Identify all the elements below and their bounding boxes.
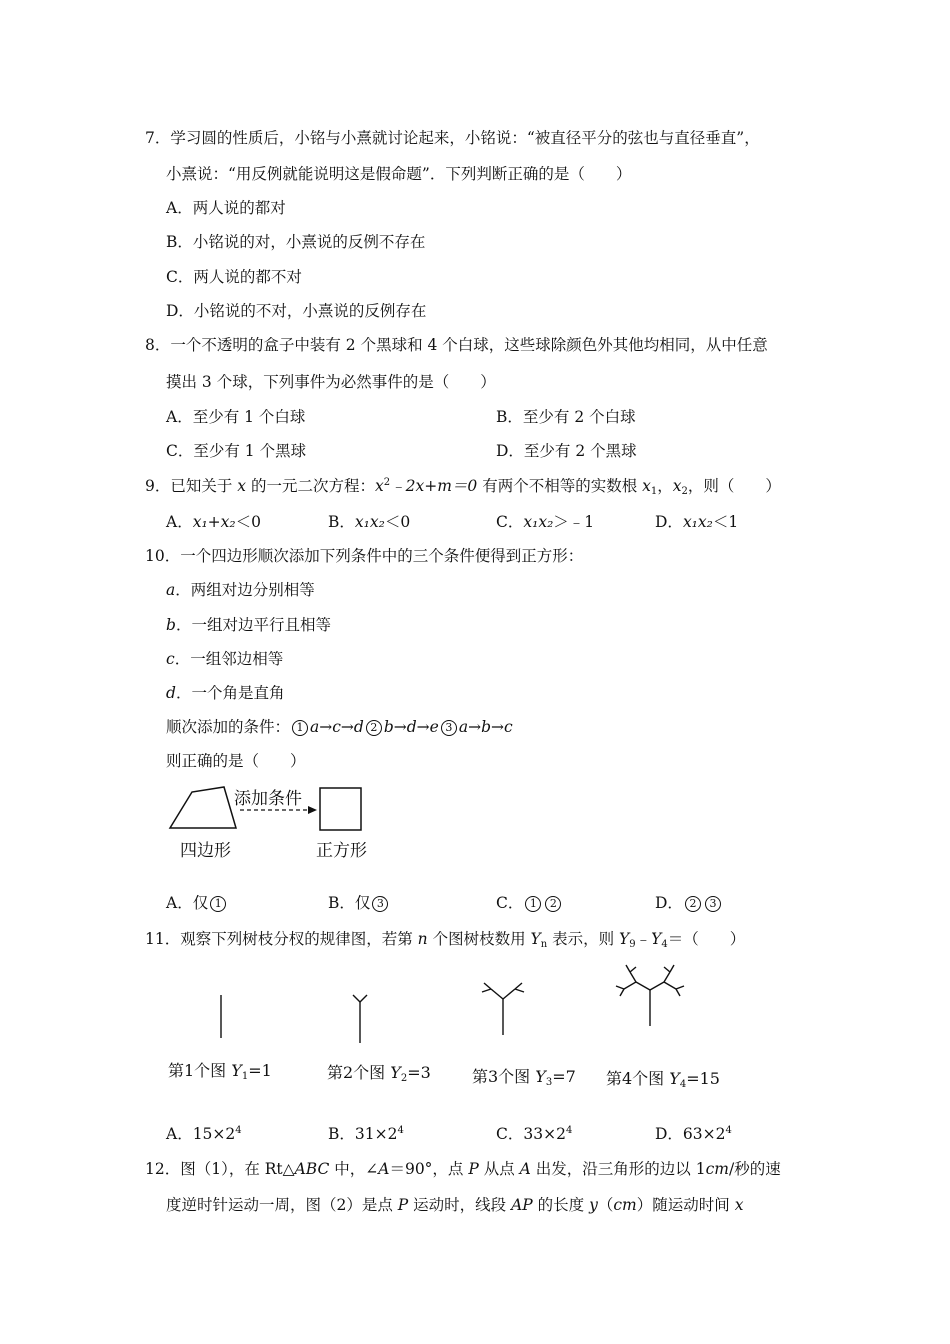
tree-label-4: 第4个图 $Y_4=15$ — [606, 1069, 720, 1090]
tree-label-2: 第2个图 $Y_2=3$ — [327, 1063, 431, 1084]
tree-figure-4 — [610, 962, 690, 1032]
q9-option-d: D．x₁x₂＜1 — [655, 513, 739, 531]
tree-figure-2 — [340, 990, 380, 1050]
tree-figure-1 — [200, 990, 240, 1050]
figure-label-square: 正方形 — [316, 841, 367, 861]
q8-option-d: D．至少有 2 个黑球 — [496, 442, 637, 460]
figure-label-quadrilateral: 四边形 — [180, 841, 231, 861]
q11-option-b: B．$31\times 2^4$ — [328, 1125, 404, 1143]
q10-stem: 10．一个四边形顺次添加下列条件中的三个条件便得到正方形： — [145, 547, 584, 565]
q7-option-b: B．小铭说的对，小熹说的反例不存在 — [166, 233, 426, 251]
q7-option-d: D．小铭说的不对，小熹说的反例存在 — [166, 302, 427, 320]
q12-stem-line2: 度逆时针运动一周，图（2）是点 P 运动时，线段 AP 的长度 y（cm）随运动时间 x — [166, 1196, 744, 1214]
q7-option-c: C．两人说的都不对 — [166, 268, 302, 286]
q10-sequences: 顺次添加的条件： 1 a→c→d 2 b→d→e 3 a→b→c — [166, 718, 513, 736]
q8-stem-line2: 摸出 3 个球，下列事件为必然事件的是（ ） — [166, 373, 496, 391]
q8-option-c: C．至少有 1 个黑球 — [166, 442, 307, 460]
tree-figure-3 — [475, 975, 535, 1045]
q10-question: 则正确的是（ ） — [166, 752, 306, 770]
q10-condition-c: c．一组邻边相等 — [166, 650, 284, 668]
q9-option-c: C．x₁x₂＞﹣1 — [496, 513, 595, 531]
q7-stem-line1: 7．学习圆的性质后，小铭与小熹就讨论起来，小铭说：“被直径平分的弦也与直径垂直”， — [145, 129, 760, 147]
q7-stem-line2: 小熹说：“用反例就能说明这是假命题”．下列判断正确的是（ ） — [166, 165, 632, 183]
q10-condition-a: a．两组对边分别相等 — [166, 581, 315, 599]
q9-option-a: A．x₁+x₂＜0 — [166, 513, 261, 531]
q11-option-a: A．$15\times 2^4$ — [166, 1125, 242, 1143]
q8-option-b: B．至少有 2 个白球 — [496, 408, 636, 426]
q9-option-b: B．x₁x₂＜0 — [328, 513, 411, 531]
q11-stem: 11．观察下列树枝分杈的规律图，若第 n 个图树枝数用 $Y_n$ 表示，则 $Y_9﹣Y_4=$（ ） — [145, 930, 746, 950]
quadrilateral-shape — [170, 787, 236, 828]
arrow-head-icon — [308, 806, 317, 814]
q9-stem: 9．已知关于 x 的一元二次方程：$x^2﹣2x+m=0$ 有两个不相等的实数根 $x_1$，$x_2$，则（ ） — [145, 477, 781, 497]
tree-label-1: 第1个图 $Y_1=1$ — [168, 1061, 272, 1082]
q11-option-c: C．$33\times 2^4$ — [496, 1125, 573, 1143]
q10-condition-b: b．一组对边平行且相等 — [166, 616, 331, 634]
q11-option-d: D．$63\times 2^4$ — [655, 1125, 732, 1143]
figure-label-add-condition: 添加条件 — [234, 789, 302, 809]
square-shape — [320, 788, 361, 830]
q10-option-b: B．仅 3 — [328, 893, 390, 913]
q10-option-a: A．仅 1 — [166, 893, 228, 913]
q12-stem-line1: 12．图（1），在 Rt△ABC 中，∠A＝90°，点 P 从点 A 出发，沿三角形的边以 1cm/秒的速 — [145, 1160, 781, 1178]
q8-stem-line1: 8．一个不透明的盒子中装有 2 个黑球和 4 个白球，这些球除颜色外其他均相同，从中任意 — [145, 336, 768, 354]
q10-option-d: D． 2 3 — [655, 893, 723, 913]
tree-label-3: 第3个图 $Y_3=7$ — [472, 1067, 576, 1088]
q8-option-a: A．至少有 1 个白球 — [166, 408, 306, 426]
q10-option-c: C． 1 2 — [496, 893, 563, 913]
q10-condition-d: d．一个角是直角 — [166, 684, 285, 702]
q7-option-a: A．两人说的都对 — [166, 199, 286, 217]
